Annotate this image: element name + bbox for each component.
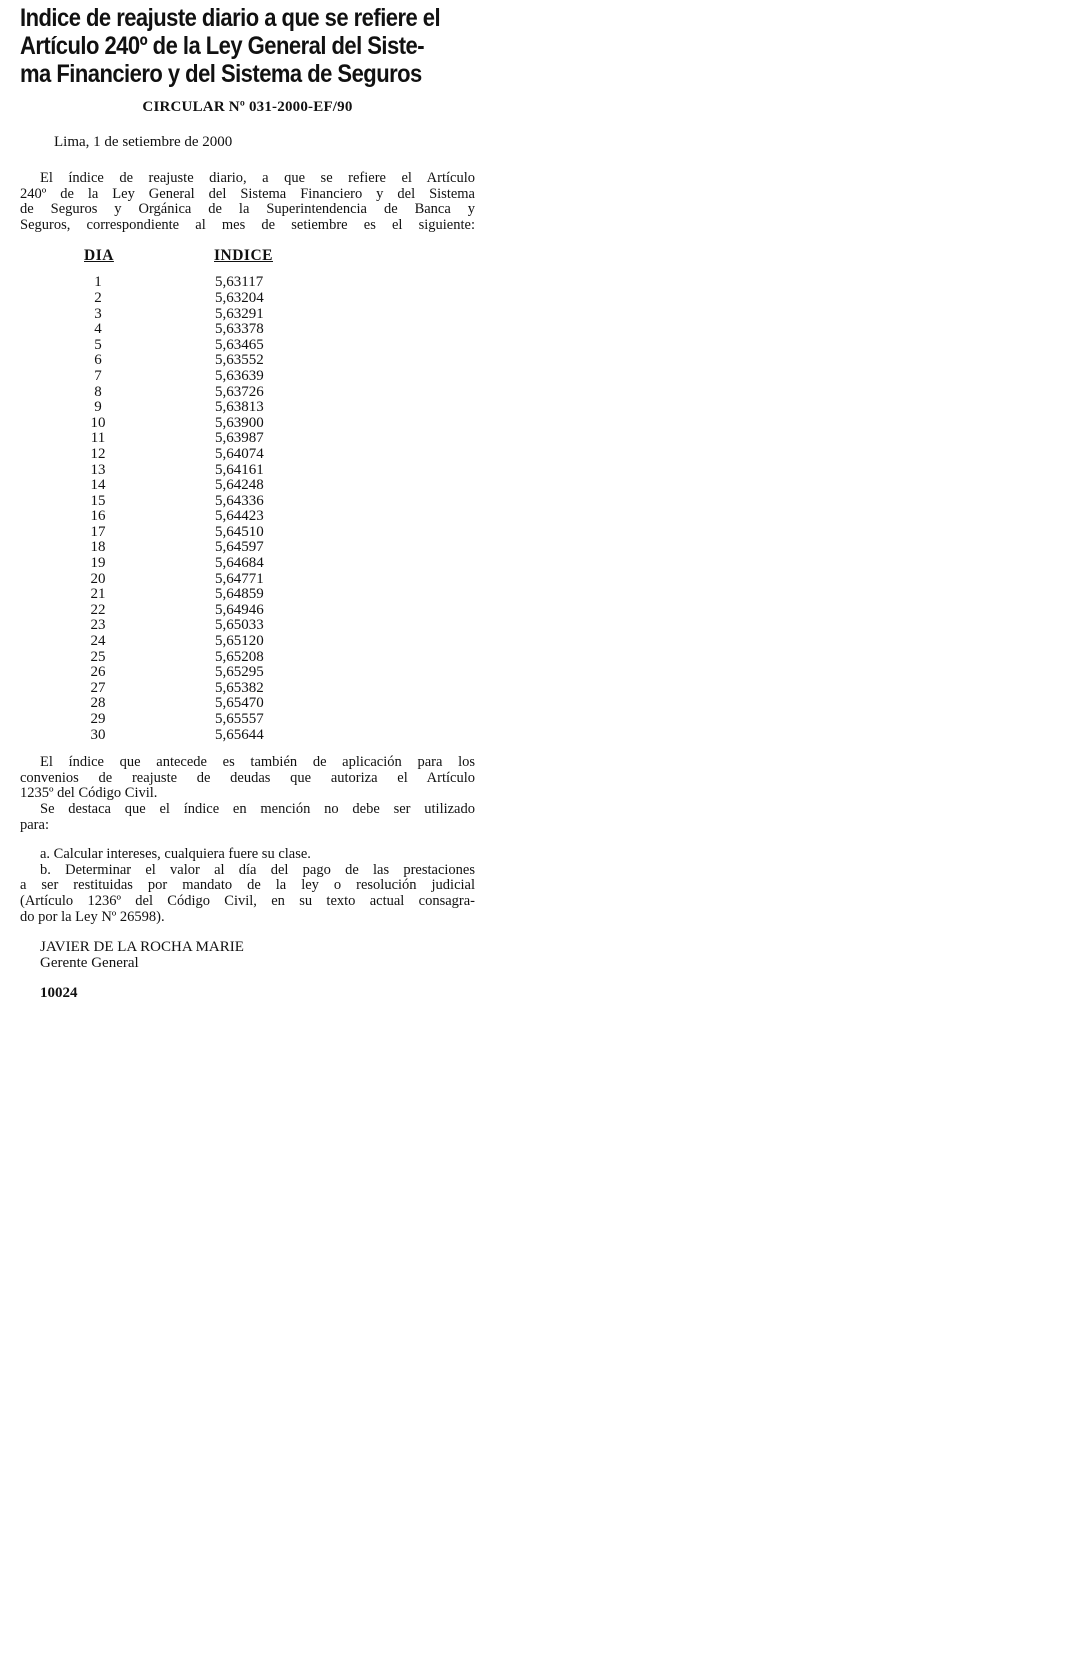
index-cell: 5,63117	[215, 274, 264, 291]
table-row	[20, 338, 475, 354]
index-table	[20, 247, 475, 743]
day-cell: 12	[90, 445, 106, 462]
table-row	[20, 494, 475, 510]
index-cell: 5,65470	[215, 695, 264, 712]
table-row	[20, 696, 475, 712]
index-cell: 5,63378	[215, 321, 264, 338]
article-column	[20, 4, 475, 1002]
header-index: INDICE	[214, 247, 273, 265]
header-day: DIA	[84, 247, 114, 265]
day-cell: 30	[90, 726, 106, 743]
index-cell: 5,65033	[215, 617, 264, 634]
day-cell: 14	[90, 477, 106, 494]
table-row	[20, 447, 475, 463]
index-cell: 5,64684	[215, 555, 264, 572]
table-row	[20, 353, 475, 369]
day-cell: 24	[90, 633, 106, 650]
day-cell: 10	[90, 414, 106, 431]
table-row	[20, 275, 475, 291]
day-cell: 9	[94, 399, 102, 416]
table-row	[20, 400, 475, 416]
list-item-b-line-4: do por la Ley Nº 26598).	[20, 908, 165, 925]
article-headline	[20, 4, 473, 88]
table-header	[20, 247, 475, 275]
table-row	[20, 587, 475, 603]
index-cell: 5,64946	[215, 601, 264, 618]
day-cell: 18	[90, 539, 106, 556]
day-cell: 25	[90, 648, 106, 665]
list-item-b-line-2: a ser restituidas por mandato de la ley o resolución judicial	[20, 877, 475, 894]
index-cell: 5,65382	[215, 679, 264, 696]
index-cell: 5,65120	[215, 633, 264, 650]
table-row	[20, 322, 475, 338]
day-cell: 27	[90, 679, 106, 696]
day-cell: 16	[90, 508, 106, 525]
index-cell: 5,63987	[215, 430, 264, 447]
table-row	[20, 618, 475, 634]
index-cell: 5,64597	[215, 539, 264, 556]
index-cell: 5,64161	[215, 461, 264, 478]
table-row	[20, 681, 475, 697]
headline-line-2: Artículo 240º de la Ley General del Siste-	[20, 32, 425, 60]
table-row	[20, 369, 475, 385]
signatory-name: JAVIER DE LA ROCHA MARIE	[40, 939, 244, 956]
list-item-a: a. Calcular intereses, cualquiera fuere su clase.	[40, 846, 311, 863]
index-cell: 5,63813	[215, 399, 264, 416]
signatory-title: Gerente General	[40, 955, 139, 972]
intro-line-4: Seguros, correspondiente al mes de setiembre es el siguiente:	[20, 216, 475, 233]
index-cell: 5,65295	[215, 664, 264, 681]
circular-number: CIRCULAR Nº 031-2000-EF/90	[142, 99, 353, 115]
day-cell: 26	[90, 664, 106, 681]
headline-line-1: Indice de reajuste diario a que se refiere el	[20, 4, 441, 32]
index-cell: 5,63552	[215, 352, 264, 369]
table-row	[20, 385, 475, 401]
index-cell: 5,63726	[215, 383, 264, 400]
list-item-b-line-1: b. Determinar el valor al día del pago de las prestaciones	[40, 861, 475, 878]
index-cell: 5,64074	[215, 445, 264, 462]
table-row	[20, 307, 475, 323]
day-cell: 1	[94, 274, 102, 291]
day-cell: 7	[94, 367, 102, 384]
day-cell: 3	[94, 305, 102, 322]
index-cell: 5,64423	[215, 508, 264, 525]
application-line-1: El índice que antecede es también de aplicación para los	[40, 754, 475, 771]
table-row	[20, 572, 475, 588]
index-cell: 5,65557	[215, 711, 264, 727]
table-row	[20, 416, 475, 432]
intro-line-3: de Seguros y Orgánica de la Superintendencia de Banca y	[20, 201, 475, 218]
table-row	[20, 634, 475, 650]
day-cell: 5	[94, 336, 102, 353]
index-cell: 5,64859	[215, 586, 264, 603]
day-cell: 28	[90, 695, 106, 712]
table-row	[20, 291, 475, 307]
day-cell: 13	[90, 461, 106, 478]
day-cell: 17	[90, 523, 106, 540]
day-cell: 29	[90, 711, 106, 727]
table-row	[20, 556, 475, 572]
day-cell: 22	[90, 601, 106, 618]
index-cell: 5,63900	[215, 414, 264, 431]
reference-number: 10024	[40, 985, 78, 1002]
table-row	[20, 665, 475, 681]
day-cell: 15	[90, 492, 106, 509]
table-row	[20, 525, 475, 541]
day-cell: 6	[94, 352, 102, 369]
intro-line-1: El índice de reajuste diario, a que se refiere el Artículo	[40, 170, 475, 186]
index-cell: 5,65208	[215, 648, 264, 665]
index-cell: 5,64248	[215, 477, 264, 494]
day-cell: 2	[94, 289, 102, 306]
day-cell: 23	[90, 617, 106, 634]
day-cell: 11	[90, 430, 106, 447]
index-cell: 5,63291	[215, 305, 264, 322]
index-cell: 5,64510	[215, 523, 264, 540]
table-row	[20, 712, 475, 728]
intro-line-2: 240º de la Ley General del Sistema Financiero y del Sistema	[20, 185, 475, 202]
day-cell: 20	[90, 570, 106, 587]
signature-block	[20, 939, 475, 971]
index-cell: 5,64771	[215, 570, 264, 587]
application-line-3: 1235º del Código Civil.	[20, 785, 158, 802]
index-cell: 5,63465	[215, 336, 264, 353]
application-line-2: convenios de reajuste de deudas que autoriza el Artículo	[20, 769, 475, 786]
table-rows	[20, 275, 475, 743]
restriction-line-2: para:	[20, 816, 49, 833]
day-cell: 4	[94, 321, 102, 338]
table-row	[20, 463, 475, 479]
table-row	[20, 728, 475, 744]
day-cell: 8	[94, 383, 102, 400]
table-row	[20, 603, 475, 619]
table-row	[20, 650, 475, 666]
index-cell: 5,64336	[215, 492, 264, 509]
day-cell: 21	[90, 586, 106, 603]
index-cell: 5,63639	[215, 367, 264, 384]
table-row	[20, 431, 475, 447]
table-row	[20, 478, 475, 494]
table-row	[20, 540, 475, 556]
dateline: Lima, 1 de setiembre de 2000	[54, 134, 233, 150]
table-row	[20, 509, 475, 525]
application-paragraph	[20, 755, 475, 833]
day-cell: 19	[90, 555, 106, 572]
restriction-line-1: Se destaca que el índice en mención no debe ser utilizado	[40, 800, 475, 817]
intro-paragraph	[20, 171, 475, 233]
headline-line-3: ma Financiero y del Sistema de Seguros	[20, 60, 422, 88]
index-cell: 5,63204	[215, 289, 264, 306]
list-item-b-line-3: (Artículo 1236º del Código Civil, en su texto actual consagra-	[20, 892, 475, 909]
index-cell: 5,65644	[215, 726, 264, 743]
restriction-list	[20, 847, 475, 925]
